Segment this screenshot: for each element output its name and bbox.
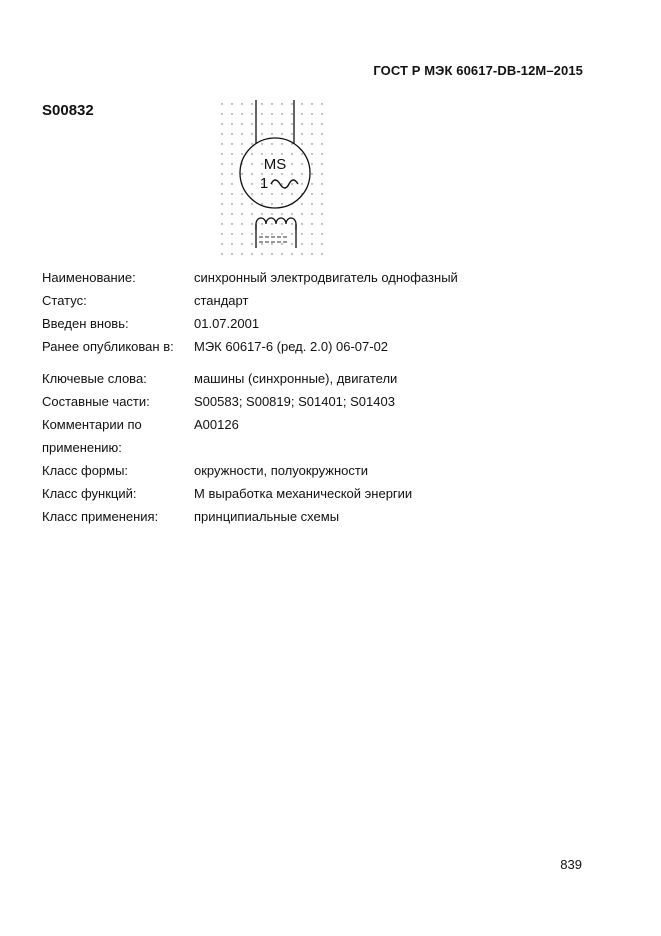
property-label-line-1: Комментарии по (42, 417, 142, 432)
grid-dot (271, 113, 272, 114)
grid-dot (281, 143, 282, 144)
property-value: машины (синхронные), двигатели (194, 371, 398, 386)
grid-dot (311, 213, 312, 214)
grid-dot (311, 143, 312, 144)
grid-dot (231, 163, 232, 164)
property-label: Наименование: (42, 270, 136, 285)
grid-dot (231, 143, 232, 144)
grid-dot (281, 103, 282, 104)
grid-dot (231, 123, 232, 124)
grid-dot (301, 123, 302, 124)
grid-dot (271, 253, 272, 254)
grid-dot (271, 123, 272, 124)
grid-dot (321, 123, 322, 124)
grid-dot (271, 243, 272, 244)
grid-dot (281, 183, 282, 184)
grid-dot (291, 123, 292, 124)
grid-dot (311, 123, 312, 124)
grid-dot (271, 223, 272, 224)
grid-dot (251, 243, 252, 244)
grid-dot (301, 183, 302, 184)
grid-dot (321, 203, 322, 204)
motor-label-phase: 1 (259, 175, 269, 192)
grid-dot (241, 103, 242, 104)
grid-dot (231, 223, 232, 224)
grid-dot (251, 163, 252, 164)
property-label (42, 413, 194, 459)
grid-dot (241, 193, 242, 194)
grid-dot (281, 243, 282, 244)
grid-dot (301, 213, 302, 214)
grid-dot (221, 203, 222, 204)
property-row (42, 390, 602, 413)
grid-dot (281, 113, 282, 114)
grid-dot (221, 193, 222, 194)
motor-circle (240, 138, 310, 208)
property-value: 01.07.2001 (194, 316, 260, 331)
grid-dot (261, 213, 262, 214)
property-value: M выработка механической энергии (194, 486, 413, 501)
grid-dot (221, 163, 222, 164)
property-label: Составные части: (42, 394, 150, 409)
grid-dot (221, 133, 222, 134)
grid-dot (241, 173, 242, 174)
grid-dot (321, 113, 322, 114)
grid-dot (271, 143, 272, 144)
grid-dot (301, 233, 302, 234)
grid-dot (231, 113, 232, 114)
grid-dot (231, 173, 232, 174)
grid-dot (301, 153, 302, 154)
grid-dot (231, 193, 232, 194)
property-row (42, 505, 602, 528)
grid-dot (321, 193, 322, 194)
property-label: Введен вновь: (42, 316, 129, 331)
section-gap (42, 358, 602, 367)
property-value: окружности, полуокружности (194, 463, 369, 478)
grid-dot (221, 143, 222, 144)
grid-dot (301, 133, 302, 134)
grid-dot (291, 153, 292, 154)
grid-dot (221, 103, 222, 104)
grid-dot (231, 233, 232, 234)
motor-label-ms: MS (263, 156, 287, 173)
grid-dot (321, 253, 322, 254)
grid-dot (261, 233, 262, 234)
grid-dot (291, 103, 292, 104)
grid-dot (231, 253, 232, 254)
property-row (42, 482, 602, 505)
grid-dot (241, 113, 242, 114)
grid-dot (281, 153, 282, 154)
property-row (42, 367, 602, 390)
grid-dot (301, 173, 302, 174)
property-value: стандарт (194, 293, 249, 308)
grid-dot (281, 173, 282, 174)
grid-dot (261, 103, 262, 104)
property-label: Статус: (42, 293, 87, 308)
grid-dot (291, 213, 292, 214)
property-label: Ранее опубликован в: (42, 339, 174, 354)
grid-dot (291, 133, 292, 134)
grid-dot (251, 143, 252, 144)
grid-dot (231, 133, 232, 134)
grid-dot (221, 153, 222, 154)
grid-dot (311, 183, 312, 184)
grid-dot (301, 253, 302, 254)
grid-dot (221, 183, 222, 184)
grid-dot (251, 123, 252, 124)
grid-dot (321, 183, 322, 184)
grid-dot (301, 103, 302, 104)
grid-dot (221, 213, 222, 214)
grid-dot (301, 243, 302, 244)
grid-dot (251, 203, 252, 204)
grid-dot (281, 213, 282, 214)
grid-dot (261, 143, 262, 144)
grid-dot (251, 133, 252, 134)
property-label: Класс формы: (42, 463, 129, 478)
page-number: 839 (560, 857, 582, 872)
grid-dot (321, 173, 322, 174)
grid-dot (241, 203, 242, 204)
property-value: S00583; S00819; S01401; S01403 (194, 394, 395, 409)
property-value: синхронный электродвигатель однофазный (194, 270, 458, 285)
grid-dot (291, 233, 292, 234)
grid-dot (261, 113, 262, 114)
property-label: Класс функций: (42, 486, 137, 501)
property-row (42, 335, 602, 358)
grid-dot (251, 213, 252, 214)
grid-dot (281, 223, 282, 224)
grid-dot (321, 163, 322, 164)
grid-dot (321, 223, 322, 224)
grid-dot (301, 113, 302, 114)
grid-dot (311, 133, 312, 134)
grid-dot (281, 133, 282, 134)
single-phase-synchronous-motor-symbol-icon (218, 100, 328, 265)
grid-dot (271, 213, 272, 214)
property-label: Ключевые слова: (42, 371, 147, 386)
grid-dot (321, 103, 322, 104)
property-value: МЭК 60617-6 (ред. 2.0) 06-07-02 (194, 339, 389, 354)
grid-dot (261, 193, 262, 194)
grid-dot (311, 193, 312, 194)
grid-dot (321, 143, 322, 144)
grid-dot (291, 223, 292, 224)
grid-dot (271, 193, 272, 194)
grid-dot (311, 243, 312, 244)
grid-dot (261, 253, 262, 254)
grid-dot (291, 143, 292, 144)
grid-dot (311, 173, 312, 174)
grid-dot (301, 203, 302, 204)
grid-dot (271, 153, 272, 154)
grid-dot (291, 253, 292, 254)
grid-dot (241, 133, 242, 134)
grid-dot (271, 103, 272, 104)
grid-dot (311, 253, 312, 254)
grid-dot (221, 243, 222, 244)
grid-dot (251, 113, 252, 114)
grid-dot (231, 153, 232, 154)
grid-dot (271, 133, 272, 134)
property-row (42, 312, 602, 335)
grid-dot (321, 243, 322, 244)
grid-dot (311, 153, 312, 154)
grid-dot (231, 183, 232, 184)
grid-dot (241, 253, 242, 254)
grid-dot (301, 163, 302, 164)
grid-dot (231, 243, 232, 244)
grid-dot (261, 223, 262, 224)
grid-dot (221, 123, 222, 124)
grid-dot (241, 123, 242, 124)
grid-dot (221, 253, 222, 254)
grid-dot (261, 153, 262, 154)
grid-dot (231, 103, 232, 104)
symbol-properties (42, 266, 602, 528)
grid-dot (221, 223, 222, 224)
grid-dot (291, 163, 292, 164)
grid-dot (291, 173, 292, 174)
property-row (42, 266, 602, 289)
grid-dot (311, 233, 312, 234)
grid-dot (271, 233, 272, 234)
grid-dot (311, 103, 312, 104)
grid-dot (281, 233, 282, 234)
document-header: ГОСТ Р МЭК 60617-DB-12M–2015 (373, 63, 583, 78)
property-row (42, 413, 602, 459)
grid-dot (281, 203, 282, 204)
grid-dot (241, 143, 242, 144)
grid-dot (321, 153, 322, 154)
property-label-line-2: применению: (42, 440, 122, 455)
grid-dot (221, 173, 222, 174)
grid-dot (241, 213, 242, 214)
grid-dot (311, 163, 312, 164)
grid-dot (231, 213, 232, 214)
grid-dot (251, 223, 252, 224)
grid-dot (271, 173, 272, 174)
property-row (42, 289, 602, 312)
grid-dot (251, 183, 252, 184)
symbol-code: S00832 (42, 102, 94, 119)
grid-dot (321, 133, 322, 134)
grid-dot (281, 253, 282, 254)
property-value: принципиальные схемы (194, 509, 340, 524)
grid-dots (221, 103, 322, 254)
grid-dot (291, 113, 292, 114)
grid-dot (221, 233, 222, 234)
grid-dot (321, 213, 322, 214)
grid-dot (261, 163, 262, 164)
grid-dot (291, 183, 292, 184)
grid-dot (311, 203, 312, 204)
grid-dot (251, 153, 252, 154)
grid-dot (261, 123, 262, 124)
grid-dot (301, 143, 302, 144)
grid-dot (251, 253, 252, 254)
property-row (42, 459, 602, 482)
grid-dot (261, 243, 262, 244)
grid-dot (241, 223, 242, 224)
grid-dot (241, 153, 242, 154)
grid-dot (311, 223, 312, 224)
grid-dot (251, 103, 252, 104)
grid-dot (221, 113, 222, 114)
grid-dot (231, 203, 232, 204)
grid-dot (291, 193, 292, 194)
grid-dot (251, 193, 252, 194)
grid-dot (251, 233, 252, 234)
grid-dot (311, 113, 312, 114)
grid-dot (261, 203, 262, 204)
property-label: Класс применения: (42, 509, 159, 524)
grid-dot (241, 233, 242, 234)
grid-dot (281, 123, 282, 124)
grid-dot (281, 193, 282, 194)
grid-dot (291, 243, 292, 244)
grid-dot (261, 133, 262, 134)
alternating-current-icon (271, 180, 298, 188)
grid-dot (241, 243, 242, 244)
grid-dot (301, 223, 302, 224)
grid-dot (251, 173, 252, 174)
grid-dot (321, 233, 322, 234)
property-value: A00126 (194, 417, 239, 432)
grid-dot (271, 203, 272, 204)
